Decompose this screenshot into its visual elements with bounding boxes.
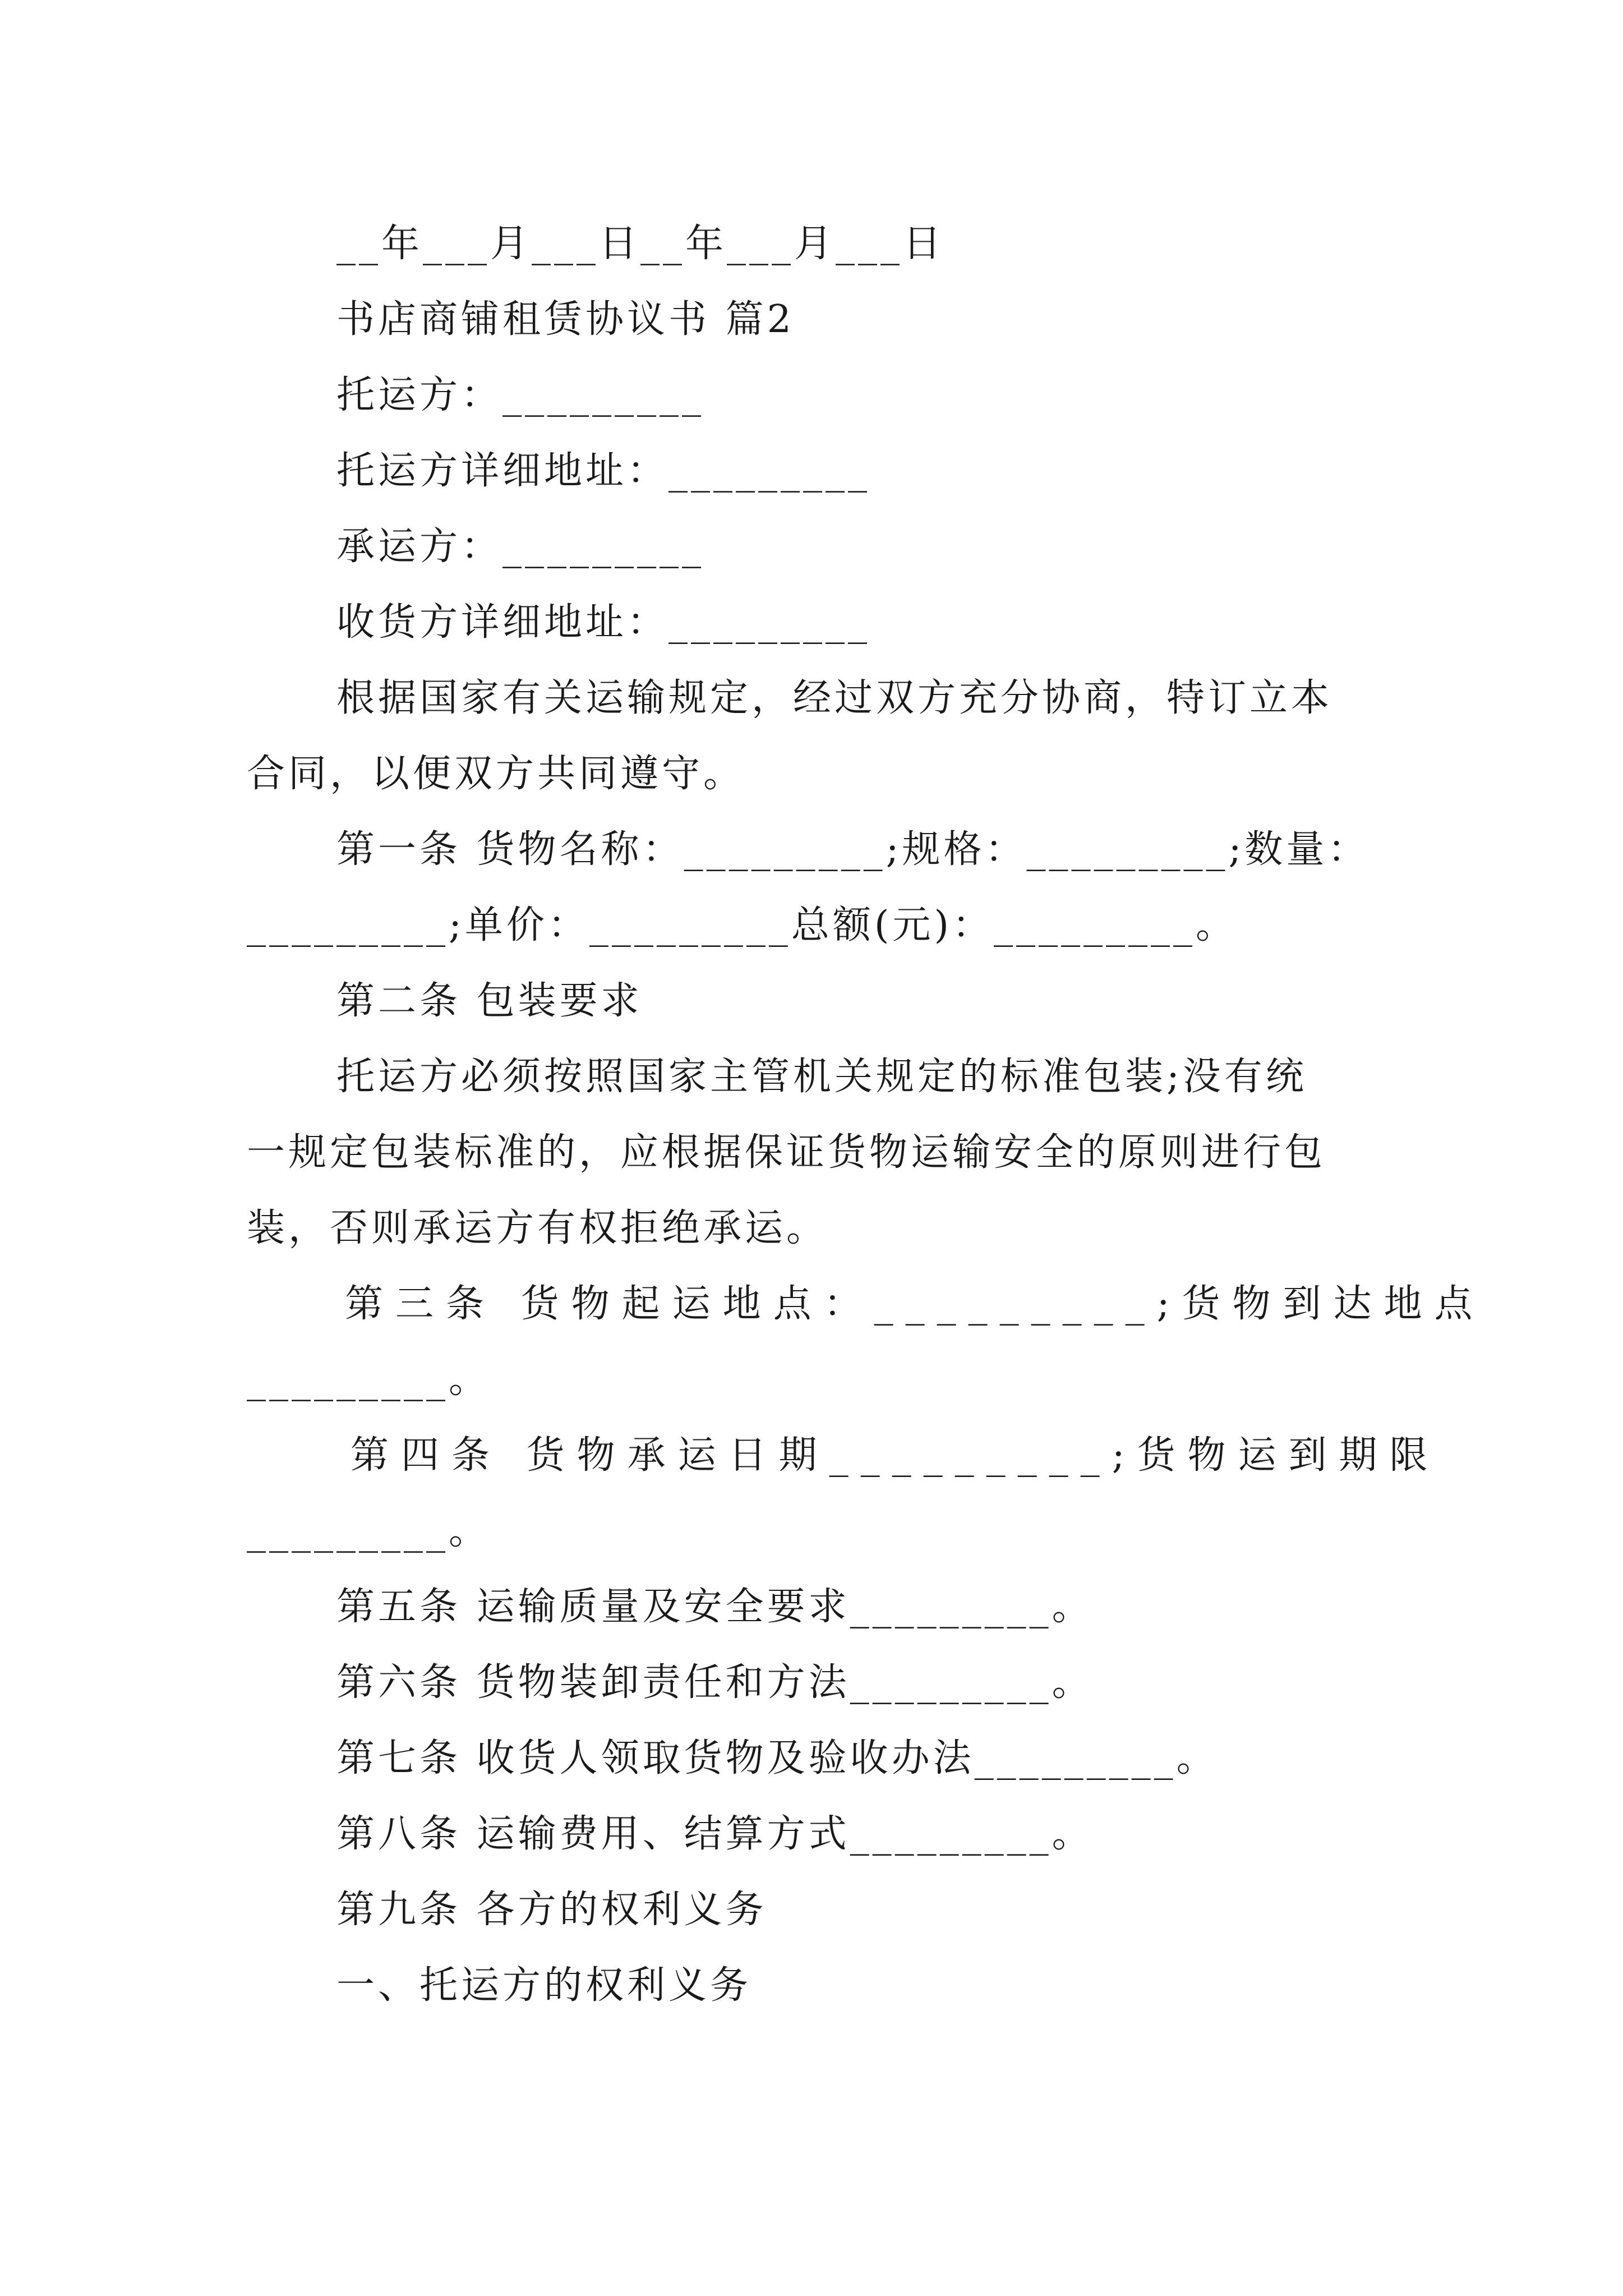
preamble-line-1: 根据国家有关运输规定，经过双方充分协商，特订立本 [336, 676, 1333, 720]
shipper-address-line: 托运方详细地址：_________ [336, 449, 871, 493]
article-9-heading: 第九条 各方的权利义务 [336, 1888, 767, 1932]
article-7: 第七条 收货人领取货物及验收办法_________。 [336, 1736, 1218, 1780]
article-2-heading: 第二条 包装要求 [336, 979, 643, 1023]
article-2-line-3: 装，否则承运方有权拒绝承运。 [247, 1206, 828, 1250]
article-8: 第八条 运输费用、结算方式_________。 [336, 1812, 1094, 1856]
article-6: 第六条 货物装卸责任和方法_________。 [336, 1660, 1094, 1705]
article-3-line-1: 第三条 货物起运地点：_________;货物到达地点 [345, 1282, 1485, 1326]
article-2-line-2: 一规定包装标准的，应根据保证货物运输安全的原则进行包 [247, 1130, 1326, 1175]
article-5: 第五条 运输质量及安全要求_________。 [336, 1585, 1094, 1629]
date-line: __年___月___日__年___月___日 [336, 222, 945, 266]
article-4-line-1: 第四条 货物承运日期_________;货物运到期限 [351, 1433, 1440, 1478]
document-title: 书店商铺租赁协议书 篇2 [336, 297, 795, 342]
carrier-line: 承运方：_________ [336, 524, 705, 569]
article-4-line-2: _________。 [247, 1509, 491, 1553]
article-2-line-1: 托运方必须按照国家主管机关规定的标准包装;没有统 [336, 1055, 1307, 1099]
article-1-line-2: _________;单价：_________总额(元)：_________。 [247, 903, 1237, 947]
article-3-line-2: _________。 [247, 1358, 491, 1402]
consignee-address-line: 收货方详细地址：_________ [336, 600, 871, 645]
shipper-line: 托运方：_________ [336, 373, 705, 417]
preamble-line-2: 合同，以便双方共同遵守。 [247, 752, 745, 796]
shipper-rights-heading: 一、托运方的权利义务 [336, 1963, 752, 2008]
article-1-line-1: 第一条 货物名称：_________;规格：_________;数量： [336, 827, 1370, 872]
